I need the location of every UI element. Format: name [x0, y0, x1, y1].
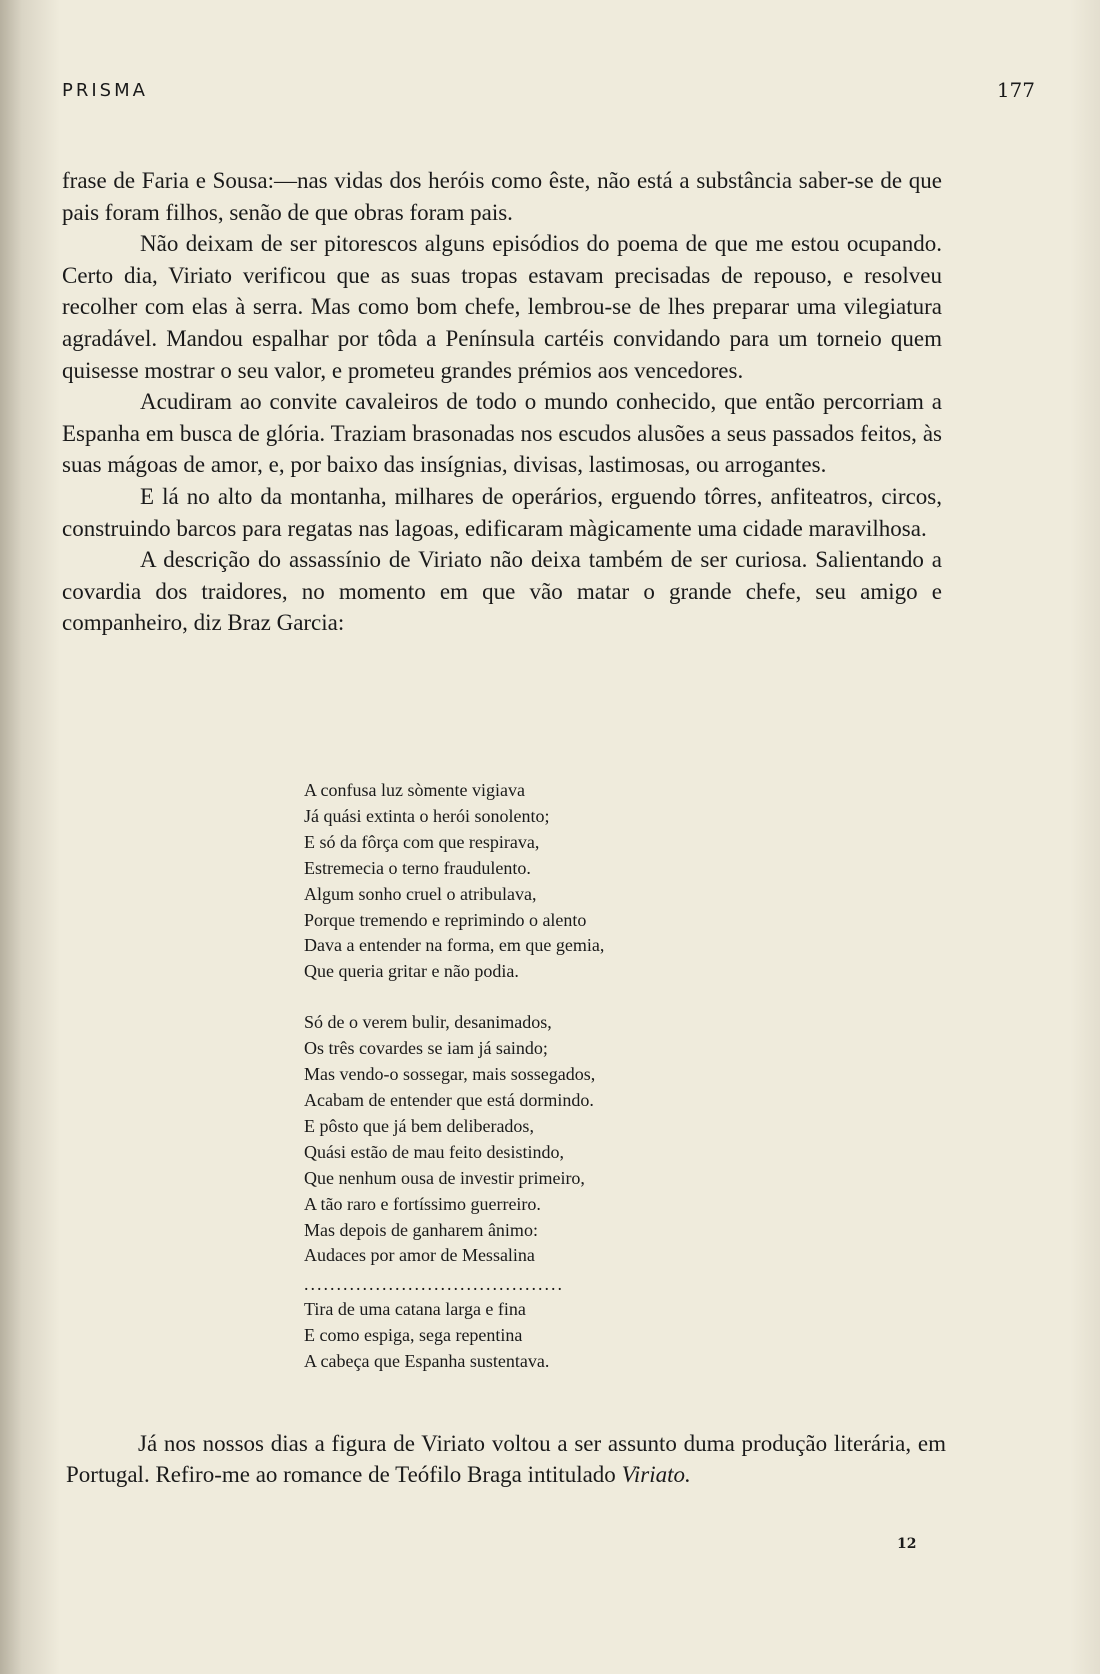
- paragraph: A descrição do assassínio de Viriato não deixa também de ser curiosa. Salientando a covardia dos traidores, no momento em que vão matar o grande chefe, seu amigo e companheiro, diz Braz Garcia:: [62, 547, 942, 636]
- body-text: [62, 165, 942, 639]
- poem-verse: Os três covardes se iam já saindo;: [304, 1038, 548, 1059]
- paragraph: Acudiram ao convite cavaleiros de todo o mundo conhecido, que então percorriam a Espanha em busca de glória. Traziam brasonadas nos escudos alusões a seus passados feitos, às suas mágoas de amor, e, por baixo das insígnias, divisas, lastimosas, ou arrogantes.: [62, 389, 942, 478]
- poem-verse: Tira de uma catana larga e fina: [304, 1299, 526, 1320]
- closing-text: Já nos nossos dias a figura de Viriato voltou a ser assunto duma produção literária, em Portugal. Refiro-me ao romance de Teófilo Braga intitulado: [66, 1431, 946, 1487]
- poem-stanza: [304, 778, 734, 985]
- page-number: 177: [996, 78, 1035, 102]
- poem-verse: Audaces por amor de Messalina: [304, 1245, 535, 1266]
- running-title: PRISMA: [62, 80, 148, 101]
- poem-stanza: [304, 1010, 734, 1269]
- poem-verse: Mas depois de ganharem ânimo:: [304, 1219, 538, 1240]
- poem-verse: Já quási extinta o herói sonolento;: [304, 805, 550, 826]
- closing-paragraph-text: [66, 1428, 946, 1490]
- poem-verse: Só de o verem bulir, desanimados,: [304, 1012, 552, 1033]
- poem-verse: Porque tremendo e reprimindo o alento: [304, 909, 587, 930]
- poem-quote: [304, 778, 734, 1400]
- paragraph: frase de Faria e Sousa:—nas vidas dos heróis como êste, não está a substância saber-se de que pais foram filhos, senão de que obras foram pais.: [62, 168, 942, 225]
- poem-verse: E como espiga, sega repentina: [304, 1325, 523, 1346]
- running-head: [62, 78, 1035, 110]
- poem-verse: Dava a entender na forma, em que gemia,: [304, 935, 605, 956]
- book-title: Viriato.: [621, 1462, 691, 1487]
- poem-verse: A tão raro e fortíssimo guerreiro.: [304, 1193, 541, 1214]
- poem-ellipsis: ........................................: [304, 1275, 564, 1295]
- poem-verse: Que queria gritar e não podia.: [304, 961, 519, 982]
- signature-mark: 12: [897, 1536, 917, 1552]
- poem-verse: Estremecia o terno fraudulento.: [304, 857, 531, 878]
- paragraph: Não deixam de ser pitorescos alguns episódios do poema de que me estou ocupando. Certo dia, Viriato verificou que as suas tropas estavam precisadas de repouso, e resolveu recolher com elas à serra. Mas como bom chefe, lembrou-se de lhes preparar uma vilegiatura agradável. Mandou espalhar por tôda a Península cartéis convidando para um torneio quem quisesse mostrar o seu valor, e prometeu grandes prémios aos vencedores.: [62, 231, 942, 383]
- closing-paragraph: [66, 1428, 946, 1490]
- poem-verse: Mas vendo-o sossegar, mais sossegados,: [304, 1064, 596, 1085]
- poem-verse: E pôsto que já bem deliberados,: [304, 1115, 534, 1136]
- paragraph: E lá no alto da montanha, milhares de operários, erguendo tôrres, anfiteatros, circos, construindo barcos para regatas nas lagoas, edificaram màgicamente uma cidade maravilhosa.: [62, 483, 942, 541]
- poem-verse: A confusa luz sòmente vigiava: [304, 780, 525, 800]
- poem-verse: A cabeça que Espanha sustentava.: [304, 1351, 550, 1372]
- poem-stanza: [304, 1297, 734, 1375]
- poem-verse: Quási estão de mau feito desistindo,: [304, 1141, 564, 1162]
- poem-verse: Algum sonho cruel o atribulava,: [304, 883, 537, 904]
- poem-verse: Que nenhum ousa de investir primeiro,: [304, 1167, 585, 1188]
- poem-verse: E só da fôrça com que respirava,: [304, 831, 540, 852]
- poem-verse: Acabam de entender que está dormindo.: [304, 1089, 594, 1110]
